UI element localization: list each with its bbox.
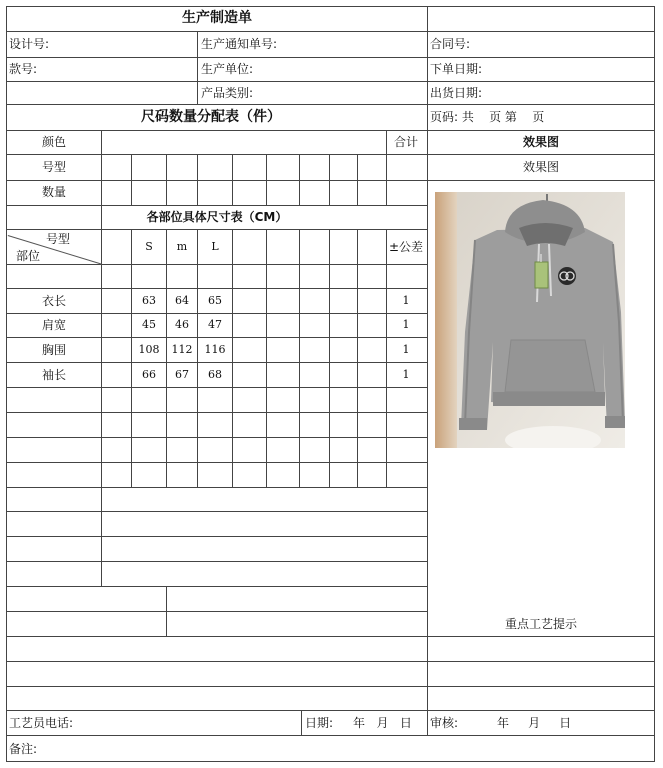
rule [6,31,655,32]
rule [6,412,427,413]
rule [6,437,427,438]
tolerance-cell: 1 [402,368,410,381]
tolerance-cell: 1 [402,318,410,331]
total-label: 合计 [393,135,419,149]
rule [6,6,655,7]
rule [6,462,427,463]
design-no-label: 设计号: [9,37,50,51]
rule [6,387,427,388]
rule [6,710,655,711]
rule [6,104,655,105]
rule [6,154,655,155]
page-counter: 页码: 共 页 第 页 [430,110,545,124]
part-label: 衣长 [41,294,67,308]
rule [6,686,655,687]
gray-hoodie-photo [435,192,625,448]
rule [6,264,427,265]
rule [357,229,358,487]
rule [6,130,655,131]
corner-size-label: 号型 [46,232,71,246]
rule [6,636,655,637]
category-label: 产品类别: [201,86,254,100]
notice-no-label: 生产通知单号: [201,37,278,51]
rule [6,288,427,289]
rule [101,130,102,587]
rule [654,6,655,762]
measure-cell: 47 [208,318,222,331]
part-label: 胸围 [41,343,67,357]
remark-label: 备注: [9,742,38,756]
size-header-l: L [211,240,219,253]
rule [6,735,655,736]
rule [6,81,655,82]
rule [166,154,167,205]
measure-cell: 66 [142,368,156,381]
rule [232,229,233,487]
phone-label: 工艺员电话: [9,716,74,730]
rule [6,229,427,230]
rule [6,586,427,587]
rule [329,229,330,487]
size-label: 号型 [41,160,67,174]
process-tip-label: 重点工艺提示 [504,617,578,631]
effect-header: 效果图 [522,135,560,149]
size-header-m: m [176,240,188,253]
rule [329,154,330,205]
rule [6,205,427,206]
rule [166,229,167,487]
measure-cell: 67 [175,368,189,381]
ship-date-label: 出货日期: [430,86,483,100]
date-label: 日期: [305,716,334,730]
quantity-label: 数量 [41,185,67,199]
measure-cell: 108 [138,343,160,356]
part-label: 肩宽 [41,318,67,332]
rule [6,661,655,662]
review-ymd: 年 月 日 [497,716,572,730]
corner-part-label: 部位 [16,249,41,263]
measure-cell: 65 [208,294,222,307]
measure-cell: 63 [142,294,156,307]
rule [166,586,167,636]
measure-cell: 116 [204,343,226,356]
rule [6,511,427,512]
rule [386,229,387,487]
rule [197,31,198,105]
order-date-label: 下单日期: [430,62,483,76]
rule [427,6,428,736]
production-order-sheet [6,6,655,762]
contract-no-label: 合同号: [430,37,471,51]
rule [266,229,267,487]
rule [6,362,427,363]
rule [299,229,300,487]
rule [131,154,132,205]
measure-cell: 45 [142,318,156,331]
rule [6,487,427,488]
tolerance-header: ±公差 [388,240,424,254]
rule [6,6,7,762]
review-label: 审核: [430,716,459,730]
rule [197,229,198,487]
rule [301,710,302,736]
measure-cell: 64 [175,294,189,307]
date-ymd: 年 月 日 [353,716,412,730]
rule [357,154,358,205]
measure-cell: 46 [175,318,189,331]
rule [197,154,198,205]
rule [6,761,655,762]
rule [232,154,233,205]
rule [6,536,427,537]
rule [131,229,132,487]
production-unit-label: 生产单位: [201,62,254,76]
rule [6,313,427,314]
rule [6,57,655,58]
style-no-label: 款号: [9,62,38,76]
measure-table-title: 各部位具体尺寸表（CM） [146,210,288,224]
measure-cell: 68 [208,368,222,381]
part-label: 袖长 [41,368,67,382]
rule [6,611,427,612]
rule [266,154,267,205]
measure-cell: 112 [171,343,193,356]
rule [386,130,387,205]
color-label: 颜色 [41,135,67,149]
effect-subheader: 效果图 [522,160,560,174]
tolerance-cell: 1 [402,294,410,307]
quantity-table-title: 尺码数量分配表（件） [141,109,281,125]
rule [6,337,427,338]
tolerance-cell: 1 [402,343,410,356]
size-header-s: S [145,240,153,253]
sheet-title: 生产制造单 [182,10,252,26]
rule [6,180,655,181]
rule [6,561,427,562]
rule [299,154,300,205]
